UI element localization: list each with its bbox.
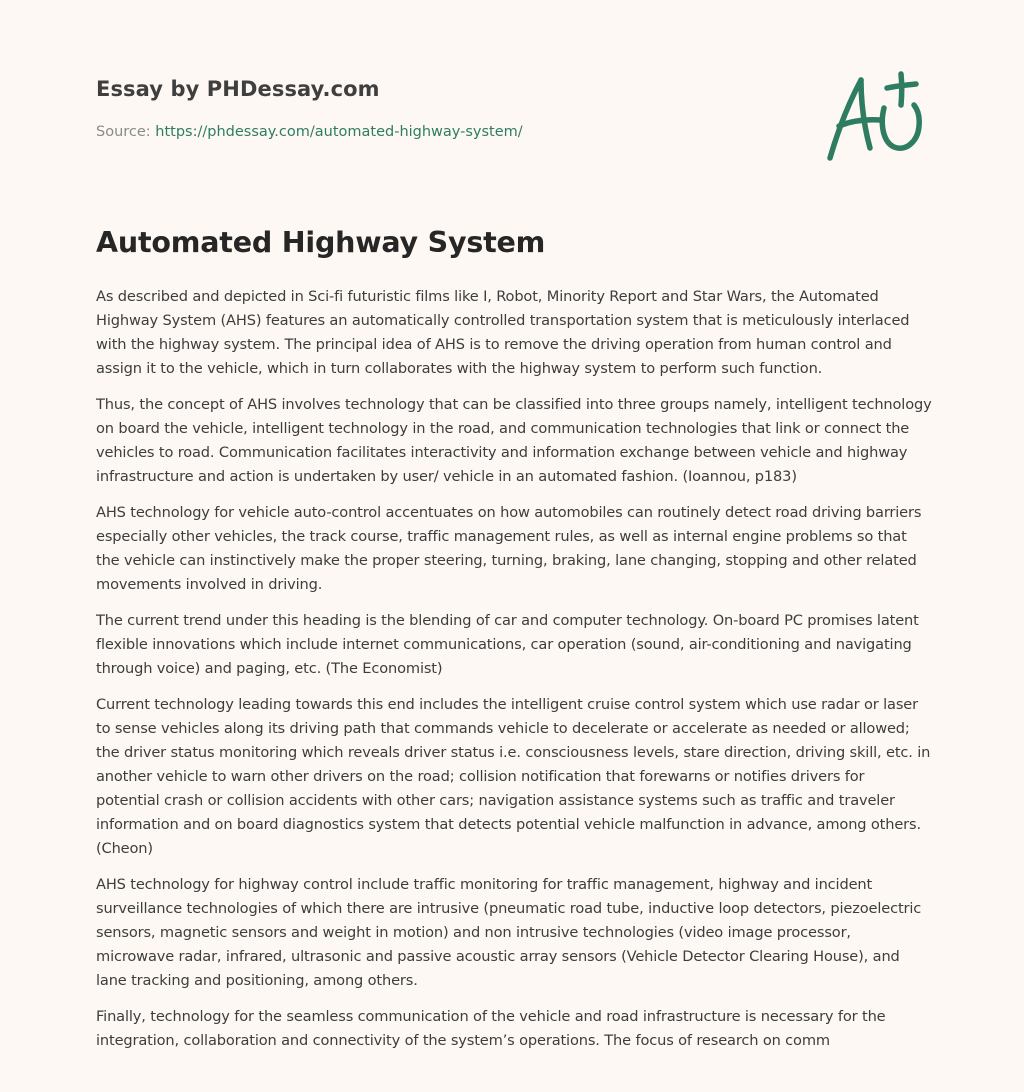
- logo-plus-vertical: [901, 74, 902, 105]
- essay-paragraph: AHS technology for highway control include traffic monitoring for traffic management, highway and incident surveillance technologies of which there are intrusive (pneumatic road tube, inductive loop detectors, piezoelectric sensors, magnetic sensors and weight in motion) and non intrusive technologies (video image processor, microwave radar, infrared, ultrasonic and passive acoustic array sensors (Vehicle Detector Clearing House), and lane tracking and positioning, among others.: [96, 876, 922, 989]
- logo-hook: [882, 105, 919, 148]
- site-title: Essay by PHDessay.com: [96, 77, 380, 101]
- essay-paragraph: Finally, technology for the seamless communication of the vehicle and road infrastructure is necessary for the integration, collaboration and connectivity of the system’s operations. The focus of research on comm: [96, 1008, 886, 1049]
- essay-paragraph: AHS technology for vehicle auto-control accentuates on how automobiles can routinely detect road driving barriers especially other vehicles, the track course, traffic management rules, as well as internal engine problems so that the vehicle can instinctively make the proper steering, turning, braking, lane changing, stopping and other related movements involved in driving.: [96, 504, 922, 593]
- essay-paragraph: Thus, the concept of AHS involves technology that can be classified into three groups namely, intelligent technology on board the vehicle, intelligent technology in the road, and communication technologies that link or connect the vehicles to road. Communication facilitates interactivity and information exchange between vehicle and highway infrastructure and action is undertaken by user/ vehicle in an automated fashion. (Ioannou, p183): [96, 396, 932, 485]
- essay-paragraph: The current trend under this heading is the blending of car and computer technology. On-board PC promises latent flexible innovations which include internet communications, car operation (sound, air-conditioning and navigating through voice) and paging, etc. (The Economist): [96, 612, 919, 677]
- logo-plus-horizontal: [887, 84, 916, 88]
- essay-paragraph: As described and depicted in Sci-fi futuristic films like I, Robot, Minority Report and Star Wars, the Automated Highway System (AHS) features an automatically controlled transportation system that is meticulously interlaced with the highway system. The principal idea of AHS is to remove the driving operation from human control and assign it to the vehicle, which in turn collaborates with the highway system to perform such function.: [96, 288, 910, 377]
- source-link[interactable]: https://phdessay.com/automated-highway-system/: [155, 124, 523, 140]
- essay-body: [96, 285, 932, 1092]
- essay-paragraph: Current technology leading towards this end includes the intelligent cruise control system which use radar or laser to sense vehicles along its driving path that commands vehicle to decelerate or accelerate as needed or allowed; the driver status monitoring which reveals driver status i.e. consciousness levels, stare direction, driving skill, etc. in another vehicle to warn other drivers on the road; collision notification that forewarns or notifies drivers for potential crash or collision accidents with other cars; navigation assistance systems such as traffic and traveler information and on board diagnostics system that detects potential vehicle malfunction in advance, among others. (Cheon): [96, 696, 931, 857]
- a-plus-logo-icon: [823, 68, 927, 164]
- source-line: [96, 124, 523, 140]
- logo-a-right-stroke: [861, 80, 870, 148]
- source-label: Source:: [96, 124, 156, 140]
- essay-title: Automated Highway System: [96, 226, 546, 259]
